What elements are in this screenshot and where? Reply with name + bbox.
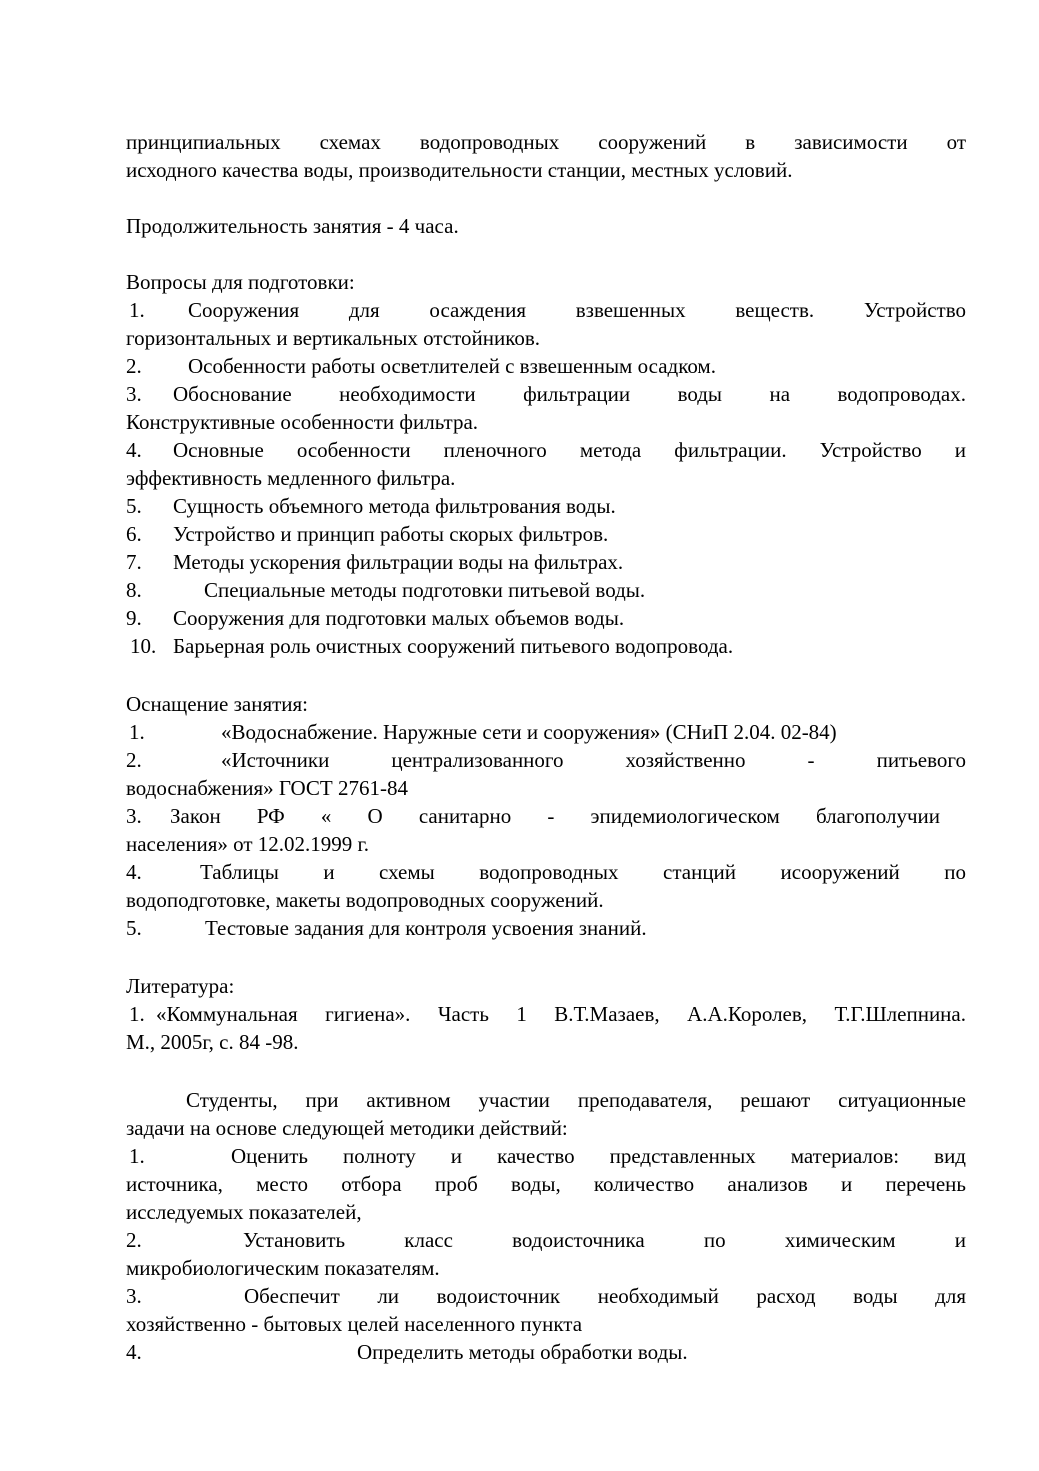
method-item-1-cont-2: исследуемых показателей, — [126, 1200, 362, 1224]
question-item-2 — [126, 352, 966, 380]
method-item-4 — [126, 1338, 966, 1366]
equipment-item-3-cont: населения» от 12.02.1999 г. — [126, 832, 370, 856]
method-item-2-cont: микробиологическим показателям. — [126, 1256, 440, 1280]
method-number: 3. — [126, 1284, 142, 1308]
method-item-2 — [126, 1226, 966, 1254]
equipment-item-4 — [126, 858, 966, 886]
method-item-1 — [126, 1142, 966, 1170]
question-item-1-cont: горизонтальных и вертикальных отстойников. — [126, 326, 541, 350]
equipment-text: «Водоснабжение. Наружные сети и сооружения» (СНиП 2.04. 02-84) — [221, 720, 837, 744]
method-text: Установить класс водоисточника по химическим и — [243, 1228, 966, 1252]
equipment-item-5 — [126, 914, 966, 942]
equipment-item-2-cont: водоснабжения» ГОСТ 2761-84 — [126, 776, 408, 800]
intro-paragraph — [126, 128, 966, 184]
intro-line-2: исходного качества воды, производительности станции, местных условий. — [126, 158, 793, 182]
method-text: Обеспечит ли водоисточник необходимый расход воды для — [244, 1284, 966, 1308]
question-text: Основные особенности пленочного метода фильтрации. Устройство и — [173, 438, 966, 462]
method-text: Оценить полноту и качество представленных материалов: вид — [231, 1144, 966, 1168]
intro-line-1: принципиальных схемах водопроводных сооружений в зависимости от — [126, 130, 966, 154]
literature-number: 1. — [129, 1002, 145, 1026]
question-number: 4. — [126, 438, 142, 462]
equipment-item-4-cont: водоподготовке, макеты водопроводных сооружений. — [126, 888, 604, 912]
question-text: Барьерная роль очистных сооружений питьевого водопровода. — [173, 634, 734, 658]
question-number: 6. — [126, 522, 142, 546]
question-text: Особенности работы осветлителей с взвешенным осадком. — [188, 354, 716, 378]
equipment-text: Тестовые задания для контроля усвоения знаний. — [205, 916, 647, 940]
question-text: Методы ускорения фильтрации воды на фильтрах. — [173, 550, 624, 574]
question-number: 10. — [130, 634, 157, 658]
question-item-7 — [126, 548, 966, 576]
question-item-3 — [126, 380, 966, 408]
question-item-3-cont: Конструктивные особенности фильтра. — [126, 410, 479, 434]
equipment-number: 1. — [129, 720, 145, 744]
method-item-3-cont: хозяйственно - бытовых целей населенного пункта — [126, 1312, 583, 1336]
method-paragraph-line-1 — [126, 1086, 966, 1114]
equipment-text: «Источники централизованного хозяйственно - питьевого — [221, 748, 966, 772]
question-number: 5. — [126, 494, 142, 518]
question-number: 8. — [126, 578, 142, 602]
question-item-9 — [126, 604, 966, 632]
question-text: Устройство и принцип работы скорых фильтров. — [173, 522, 609, 546]
question-text: Сооружения для подготовки малых объемов воды. — [173, 606, 625, 630]
question-text: Сущность объемного метода фильтрования воды. — [173, 494, 616, 518]
equipment-number: 5. — [126, 916, 142, 940]
question-item-4 — [126, 436, 966, 464]
question-text: Обоснование необходимости фильтрации воды на водопроводах. — [173, 382, 966, 406]
method-item-3 — [126, 1282, 966, 1310]
method-number: 2. — [126, 1228, 142, 1252]
method-item-1-cont — [126, 1170, 966, 1198]
literature-item-1-cont: М., 2005г, с. 84 -98. — [126, 1030, 299, 1054]
method-paragraph-line-2: задачи на основе следующей методики действий: — [126, 1116, 568, 1140]
equipment-item-3 — [126, 802, 966, 830]
question-item-6 — [126, 520, 966, 548]
question-text: Специальные методы подготовки питьевой воды. — [204, 578, 646, 602]
duration-text: Продолжительность занятия - 4 часа. — [126, 214, 459, 238]
literature-item-1 — [126, 1000, 966, 1028]
method-number: 1. — [129, 1144, 145, 1168]
question-number: 2. — [126, 354, 142, 378]
equipment-text: Закон РФ « О санитарно - эпидемиологическом благополучии — [170, 804, 940, 828]
equipment-number: 2. — [126, 748, 142, 772]
equipment-number: 4. — [126, 860, 142, 884]
literature-heading: Литература: — [126, 974, 235, 998]
equipment-item-1 — [126, 718, 966, 746]
question-item-8 — [126, 576, 966, 604]
question-item-5 — [126, 492, 966, 520]
method-text: источника, место отбора проб воды, количество анализов и перечень — [126, 1172, 966, 1196]
literature-text: «Коммунальная гигиена». Часть 1 В.Т.Мазаев, А.А.Королев, Т.Г.Шлепнина. — [156, 1002, 966, 1026]
question-number: 7. — [126, 550, 142, 574]
question-number: 3. — [126, 382, 142, 406]
method-text: Определить методы обработки воды. — [357, 1340, 688, 1364]
method-number: 4. — [126, 1340, 142, 1364]
question-text: Сооружения для осаждения взвешенных веществ. Устройство — [188, 298, 966, 322]
question-item-1 — [126, 296, 966, 324]
equipment-text: Таблицы и схемы водопроводных станций исооружений по — [200, 860, 966, 884]
equipment-heading: Оснащение занятия: — [126, 692, 309, 716]
equipment-number: 3. — [126, 804, 142, 828]
method-paragraph-text: Студенты, при активном участии преподавателя, решают ситуационные — [186, 1088, 966, 1112]
question-number: 9. — [126, 606, 142, 630]
questions-heading: Вопросы для подготовки: — [126, 270, 355, 294]
question-number: 1. — [129, 298, 145, 322]
question-item-10 — [126, 632, 966, 660]
equipment-item-2 — [126, 746, 966, 774]
question-item-4-cont: эффективность медленного фильтра. — [126, 466, 456, 490]
